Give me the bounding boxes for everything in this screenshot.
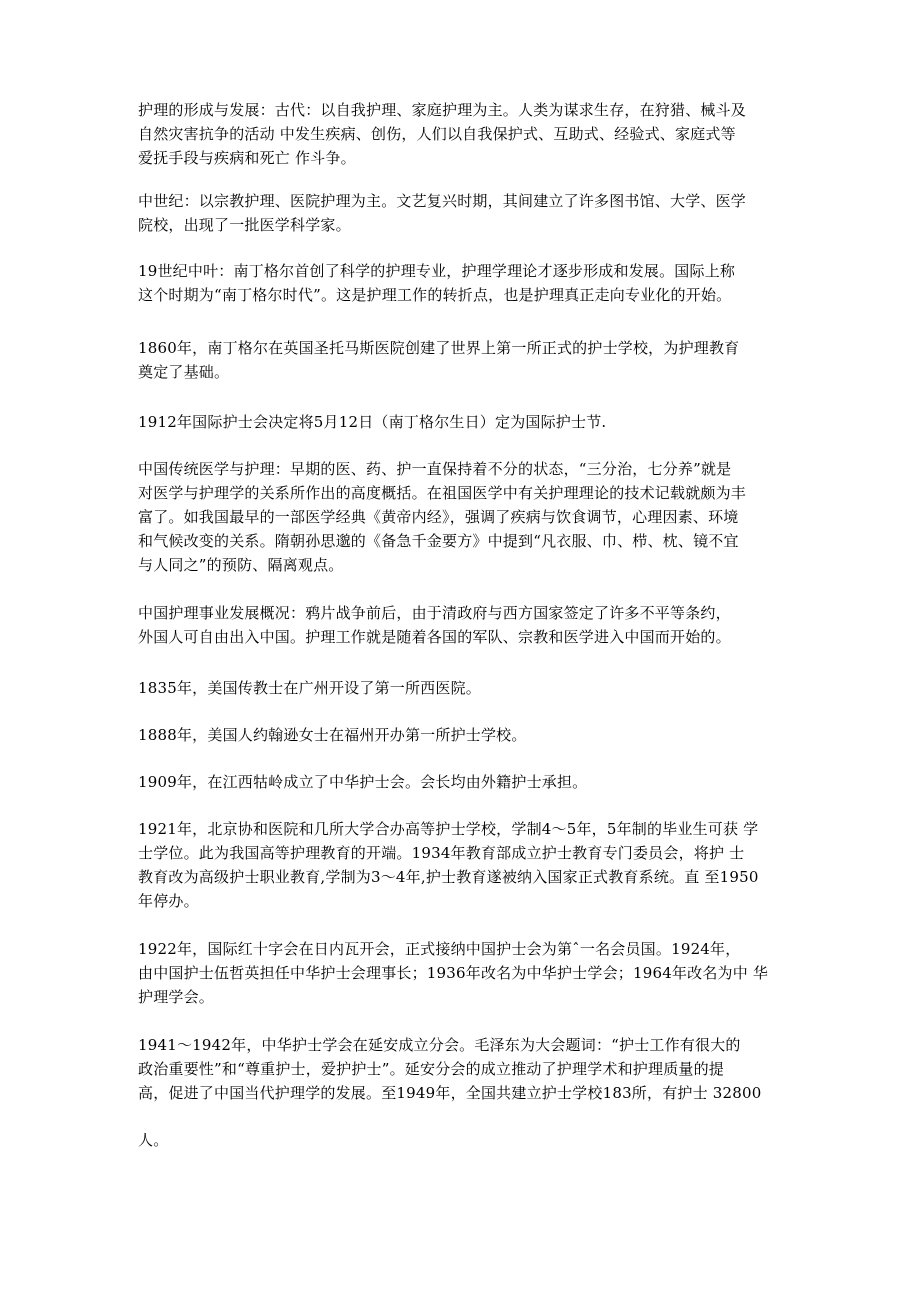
text-line: 自然灾害抗争的活动 中发生疾病、创伤，人们以自我保护式、互助式、经验式、家庭式等: [138, 125, 736, 143]
text-line: 1909年，在江西牯岭成立了中华护士会。会长均由外籍护士承担。: [138, 773, 588, 791]
text-line: 1888年，美国人约翰逊女士在福州开办第一所护士学校。: [138, 726, 527, 744]
text-line: 与人同之”的预防、隔离观点。: [138, 556, 344, 574]
text-line: 人。: [138, 1131, 169, 1149]
text-line: 院校，出现了一批医学科学家。: [138, 216, 351, 234]
paragraph-1909: [138, 770, 798, 794]
text-line: 1922年，国际红十字会在日内瓦开会，正式接纳中国护士会为第ˆ一名会员国。1924年，: [138, 940, 741, 958]
paragraph-closing: [138, 1128, 798, 1152]
text-line: 爱抚手段与疾病和死亡 作斗争。: [138, 149, 356, 167]
text-line: 这个时期为“南丁格尔时代”。这是护理工作的转折点，也是护理真正走向专业化的开始。: [138, 286, 732, 304]
text-line: 士学位。此为我国高等护理教育的开端。1934年教育部成立护士教育专门委员会，将护 士: [138, 844, 745, 862]
text-line: 由中国护士伍哲英担任中华护士会理事长；1936年改名为中华护士学会；1964年改名为中 华: [138, 964, 769, 982]
text-line: 中国护理事业发展概况：鸦片战争前后，由于清政府与西方国家签定了许多不平等条约，: [138, 604, 731, 622]
text-line: 1921年，北京协和医院和几所大学合办高等护士学校，学制4〜5年，5年制的毕业生可获 学: [138, 820, 759, 838]
text-line: 对医学与护理学的关系所作出的高度概括。在祖国医学中有关护理理论的技术记载就颇为丰: [138, 484, 747, 502]
text-line: 外国人可自由出入中国。护理工作就是随着各国的军队、宗教和医学进入中国而开始的。: [138, 628, 731, 646]
text-line: 1941〜1942年，中华护士学会在延安成立分会。毛泽东为大会题词：“护士工作有很大的: [138, 1036, 741, 1054]
text-line: 富了。如我国最早的一部医学经典《黄帝内经》，强调了疾病与饮食调节，心理因素、环境: [138, 508, 739, 526]
paragraph-1835: [138, 676, 798, 700]
text-line: 19世纪中叶：南丁格尔首创了科学的护理专业，护理学理论才逐步形成和发展。国际上称: [138, 262, 736, 280]
paragraph-1941: [138, 1033, 798, 1105]
text-line: 和气候改变的关系。隋朝孙思邈的《备急千金要方》中提到“凡衣服、巾、栉、枕、镜不宜: [138, 532, 739, 550]
paragraph-china-overview: [138, 601, 798, 649]
paragraph-1922: [138, 937, 798, 1009]
paragraph-traditional-medicine: [138, 457, 798, 577]
paragraph-middle-ages: [138, 189, 798, 237]
text-line: 护理的形成与发展：古代：以自我护理、家庭护理为主。人类为谋求生存，在狩猎、械斗及: [138, 101, 747, 119]
paragraph-1860: [138, 336, 798, 384]
text-line: 政治重要性”和“尊重护士，爱护护士”。延安分会的成立推动了护理学术和护理质量的提: [138, 1060, 725, 1078]
paragraph-history-ancient: [138, 98, 798, 170]
text-line: 奠定了基础。: [138, 363, 230, 381]
text-line: 1912年国际护士会决定将5月12日（南丁格尔生日）定为国际护士节.: [138, 413, 607, 431]
text-line: 教育改为高级护士职业教育,学制为3〜4年,护士教育遂被纳入国家正式教育系统。直 至1950: [138, 868, 759, 886]
paragraph-1912: [138, 410, 798, 434]
text-line: 年停办。: [138, 892, 199, 910]
text-line: 中世纪：以宗教护理、医院护理为主。文艺复兴时期，其间建立了许多图书馆、大学、医学: [138, 192, 747, 210]
text-line: 护理学会。: [138, 988, 215, 1006]
text-line: 1835年，美国传教士在广州开设了第一所西医院。: [138, 679, 481, 697]
text-line: 高，促进了中国当代护理学的发展。至1949年，全国共建立护士学校183所，有护士 32800: [138, 1084, 762, 1102]
text-line: 1860年，南丁格尔在英国圣托马斯医院创建了世界上第一所正式的护士学校，为护理教育: [138, 339, 740, 357]
paragraph-1921: [138, 817, 798, 913]
paragraph-1888: [138, 723, 798, 747]
paragraph-19th-century: [138, 259, 798, 307]
text-line: 中国传统医学与护理：早期的医、药、护一直保持着不分的状态，“三分治，七分养”就是: [138, 460, 732, 478]
